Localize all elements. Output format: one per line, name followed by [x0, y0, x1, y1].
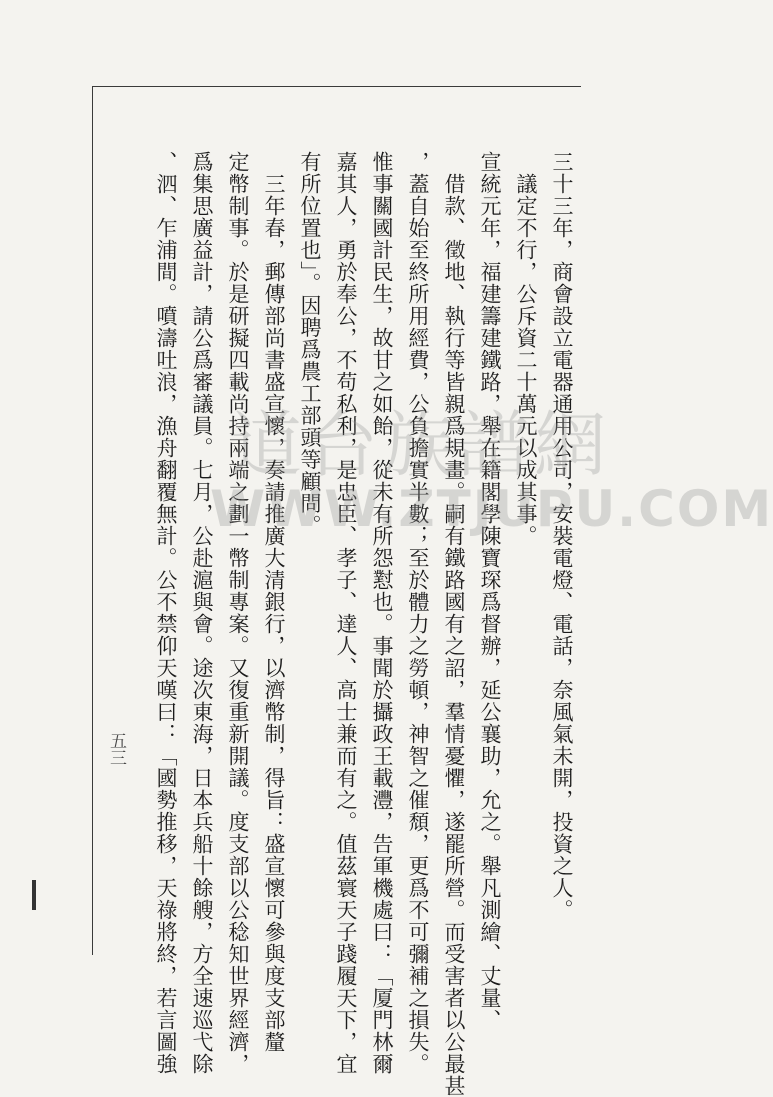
watermark-en: WWW.ZTJUPU.COM [210, 480, 773, 538]
text-column-7: 嘉其人，勇於奉公，不苟私利，是忠臣、孝子、達人、高士兼而有之。值茲寰天子踐履天下，宜 [334, 151, 358, 1075]
text-column-11: 爲集思廣益計，請公爲審議員。七月，公赴滬與會。途次東海，日本兵船十餘艘，方全速巡弋除 [190, 151, 214, 1075]
watermark-cn: 道台族譜網 [229, 403, 610, 487]
page-number: 五三 [106, 732, 126, 766]
text-column-1: 三十三年，商會設立電器通用公司，安裝電燈、電話，奈風氣未開，投資之人。 [550, 151, 574, 921]
text-column-10: 定幣制事。於是研擬四載尚持兩端之劃一幣制專案。又復重新開議。度支部以公稔知世界經濟， [226, 151, 250, 1075]
text-column-2: 議定不行，公斥資二十萬元以成其事。 [514, 173, 538, 547]
scan-edge-mark [32, 880, 36, 910]
text-column-6: 惟事關國計民生，故甘之如飴，從未有所怨懟也。事聞於攝政王載灃，告軍機處曰：「厦門林爾 [370, 151, 394, 1075]
text-column-9: 三年春，郵傳部尚書盛宣懷，奏請推廣大清銀行，以濟幣制，得旨：盛宣懷可參與度支部釐 [262, 173, 286, 1053]
text-column-5: ，蓋自始至終所用經費，公負擔實半數；至於體力之勞頓，神智之催頹，更爲不可彌補之損失。 [406, 151, 430, 1075]
text-column-3: 宣統元年，福建籌建鐵路，舉在籍閣學陳寶琛爲督辦，延公襄助，允之。舉凡測繪、丈量、 [478, 151, 502, 1031]
text-frame [92, 86, 581, 1097]
text-column-12: 、泗、乍浦間。噴濤吐浪，漁舟翻覆無計。公不禁仰天嘆曰：「國勢推移，天祿將終，若言圖強 [154, 151, 178, 1075]
text-column-8: 有所位置也」。因聘爲農工部頭等顧問。 [298, 151, 322, 537]
text-column-4: 借款、徵地、執行等皆親爲規畫。嗣有鐵路國有之詔，羣情憂懼，遂罷所營。而受害者以公最甚 [442, 173, 466, 1097]
